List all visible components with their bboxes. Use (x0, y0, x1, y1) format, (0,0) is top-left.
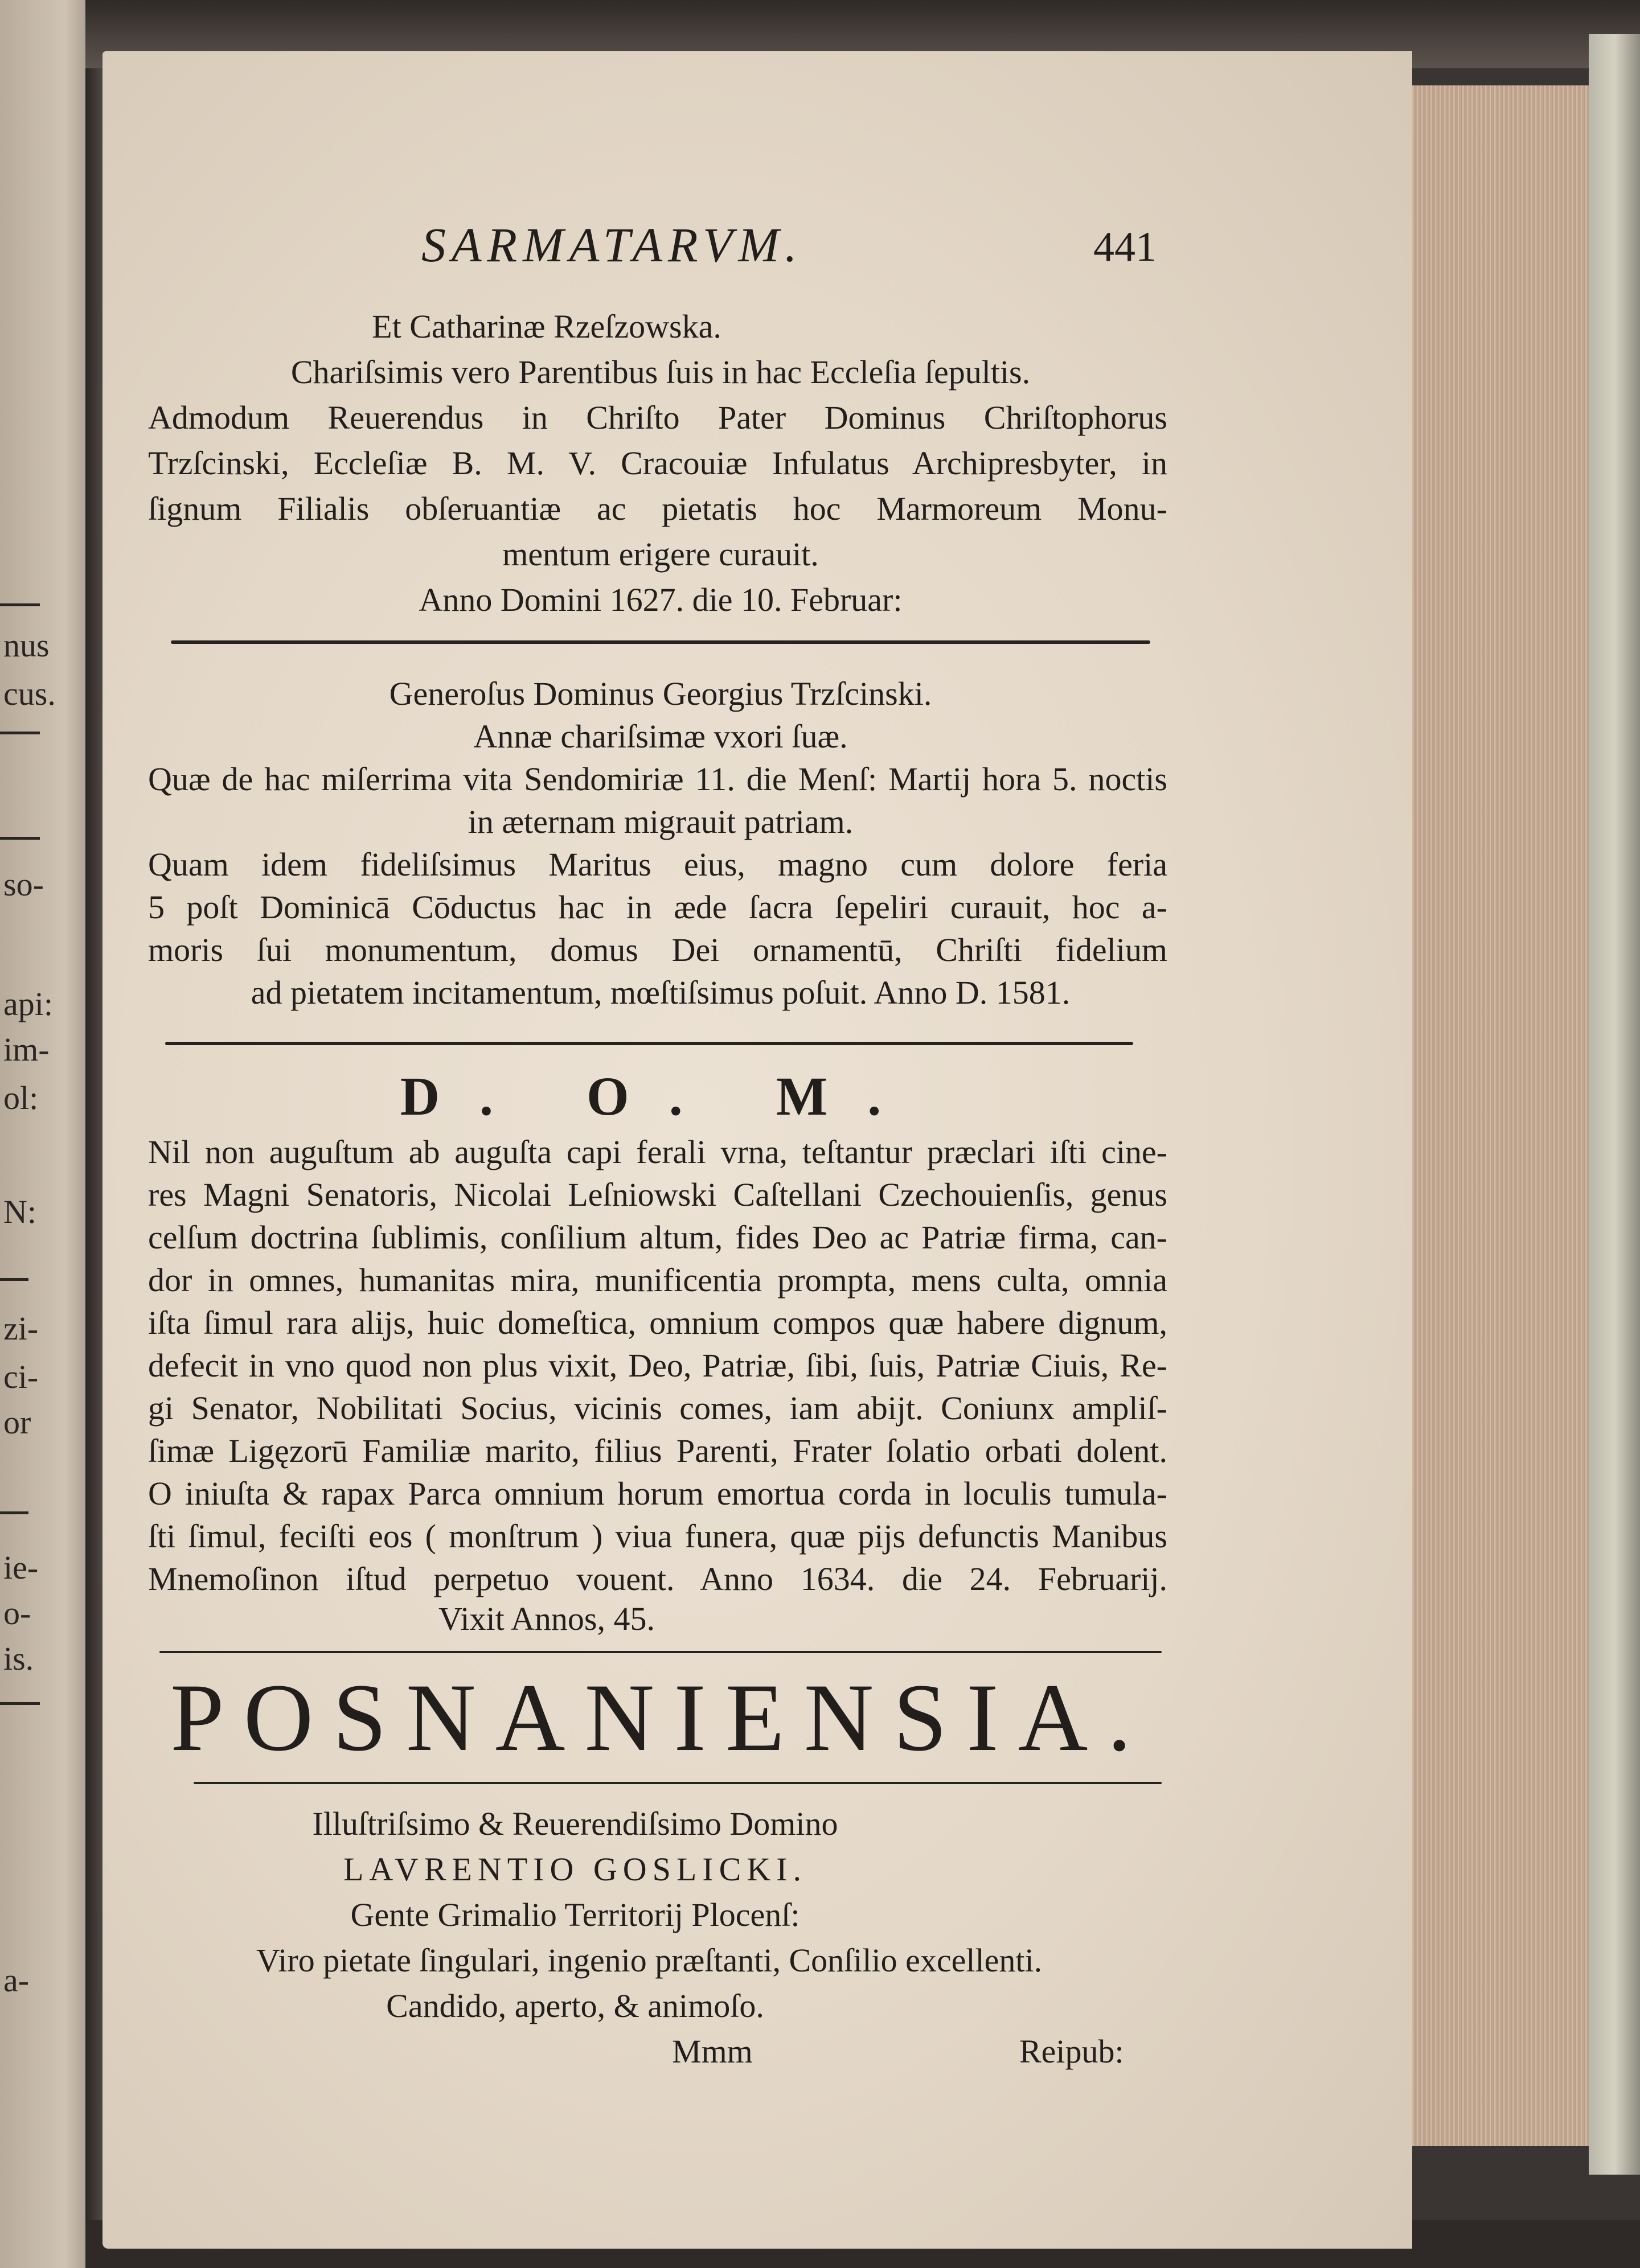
text-line: Quam idem fideliſsimus Maritus eius, magno cum dolore feria (148, 846, 1167, 883)
section-divider (165, 1042, 1133, 1045)
text-line: Trzſcinski, Eccleſiæ B. M. V. Cracouiæ Infulatus Archipresbyter, in (148, 445, 1167, 482)
text-line: iſta ſimul rara alijs, huic domeſtica, omnium compos quæ habere dignum, (148, 1304, 1167, 1341)
left-fragment: N: (3, 1193, 36, 1230)
left-page-rule (0, 837, 40, 840)
text-line: 5 poſt Dominicā Cōductus hac in æde ſacra ſepeliri curauit, hoc a- (148, 889, 1167, 926)
book-cover-board (1589, 34, 1640, 2175)
text-line: Et Catharinæ Rzeſzowska. (372, 308, 721, 345)
text-line: mentum erigere curauit. (502, 536, 819, 573)
text-line: Admodum Reuerendus in Chriſto Pater Dominus Chriſtophorus (148, 399, 1167, 436)
left-page-rule (0, 1702, 40, 1705)
text-line: Mnemoſinon iſtud perpetuo vouent. Anno 1634. die 24. Februarij. (148, 1560, 1167, 1597)
signature-mark: Mmm (672, 2033, 753, 2070)
text-line: ſignum Filialis obſeruantiæ ac pietatis hoc Marmoreum Monu- (148, 490, 1167, 527)
text-line: celſum doctrina ſublimis, conſilium altum, fides Deo ac Patriæ firma, can- (148, 1219, 1167, 1256)
text-line: O iniuſta & rapax Parca omnium horum emortua corda in loculis tumula- (148, 1475, 1167, 1512)
text-line: gi Senator, Nobilitati Socius, vicinis comes, iam abijt. Coniunx ampliſ- (148, 1390, 1167, 1427)
catchword: Reipub: (1019, 2033, 1124, 2070)
text-line: defecit in vno quod non plus vixit, Deo, Patriæ, ſibi, ſuis, Patriæ Ciuis, Re- (148, 1347, 1167, 1384)
title-rule-bottom (194, 1782, 1162, 1784)
running-title: SARMATARVM. (421, 217, 803, 272)
left-fragment: is. (3, 1640, 34, 1677)
text-line: Viro pietate ſingulari, ingenio præſtanti, Conſilio excellenti. (256, 1942, 1043, 1979)
text-line: Anno Domini 1627. die 10. Februar: (419, 581, 903, 618)
left-page-rule (0, 1511, 28, 1514)
text-line: Chariſsimis vero Parentibus ſuis in hac Eccleſia ſepultis. (290, 354, 1031, 391)
left-page-rule (0, 1278, 28, 1281)
left-page-rule (0, 732, 40, 734)
text-line: dor in omnes, humanitas mira, munificentia prompta, mens culta, omnia (148, 1262, 1167, 1299)
left-fragment: api: (3, 985, 53, 1022)
left-fragment: ol: (3, 1079, 39, 1116)
section-divider (171, 640, 1150, 644)
left-fragment: cus. (3, 675, 56, 712)
left-fragment: o- (3, 1595, 31, 1632)
text-line: Nil non auguſtum ab auguſta capi ferali vrna, teſtantur præclari iſti cine- (148, 1133, 1167, 1170)
left-page-text-fragments (0, 0, 97, 2268)
left-fragment: or (3, 1404, 31, 1441)
title-rule-top (159, 1651, 1162, 1653)
text-line: ad pietatem incitamentum, mœſtiſsimus poſuit. Anno D. 1581. (251, 974, 1071, 1011)
left-fragment: a- (3, 1962, 30, 1999)
left-fragment: nus (3, 627, 50, 664)
dom-heading: D. O. M. (400, 1066, 921, 1127)
left-fragment: so- (3, 866, 44, 903)
text-line: in æternam migrauit patriam. (468, 803, 854, 840)
left-fragment: zi- (3, 1310, 39, 1347)
vixit-line: Vixit Annos, 45. (438, 1600, 655, 1637)
left-fragment: ie- (3, 1549, 39, 1586)
left-fragment: im- (3, 1031, 50, 1068)
text-line: Candido, aperto, & animoſo. (386, 1987, 764, 2024)
text-line: Illuſtriſsimo & Reuerendiſsimo Domino (312, 1805, 838, 1842)
text-line: ſimæ Ligęzorū Familiæ marito, filius Parenti, Frater ſolatio orbati dolent. (148, 1432, 1167, 1469)
text-line: Gente Grimalio Territorij Plocenſ: (350, 1896, 800, 1933)
text-line: LAVRENTIO GOSLICKI. (343, 1851, 807, 1888)
text-line: res Magni Senatoris, Nicolai Leſniowski Caſtellani Czechouienſis, genus (148, 1176, 1167, 1213)
text-line: Annæ chariſsimæ vxori ſuæ. (473, 718, 848, 755)
left-page-rule (0, 603, 40, 606)
fore-edge-pages (1389, 85, 1597, 2146)
page-number: 441 (1093, 224, 1157, 270)
text-line: ſti ſimul, feciſti eos ( monſtrum ) viua funera, quæ pijs defunctis Manibus (148, 1518, 1167, 1555)
left-fragment: ci- (3, 1358, 39, 1395)
text-line: moris ſui monumentum, domus Dei ornamentū, Chriſti fidelium (148, 931, 1167, 968)
big-title: POSNANIENSIA. (170, 1664, 1151, 1771)
text-line: Generoſus Dominus Georgius Trzſcinski. (389, 675, 932, 712)
text-line: Quæ de hac miſerrima vita Sendomiriæ 11. die Menſ: Martij hora 5. noctis (148, 761, 1167, 798)
